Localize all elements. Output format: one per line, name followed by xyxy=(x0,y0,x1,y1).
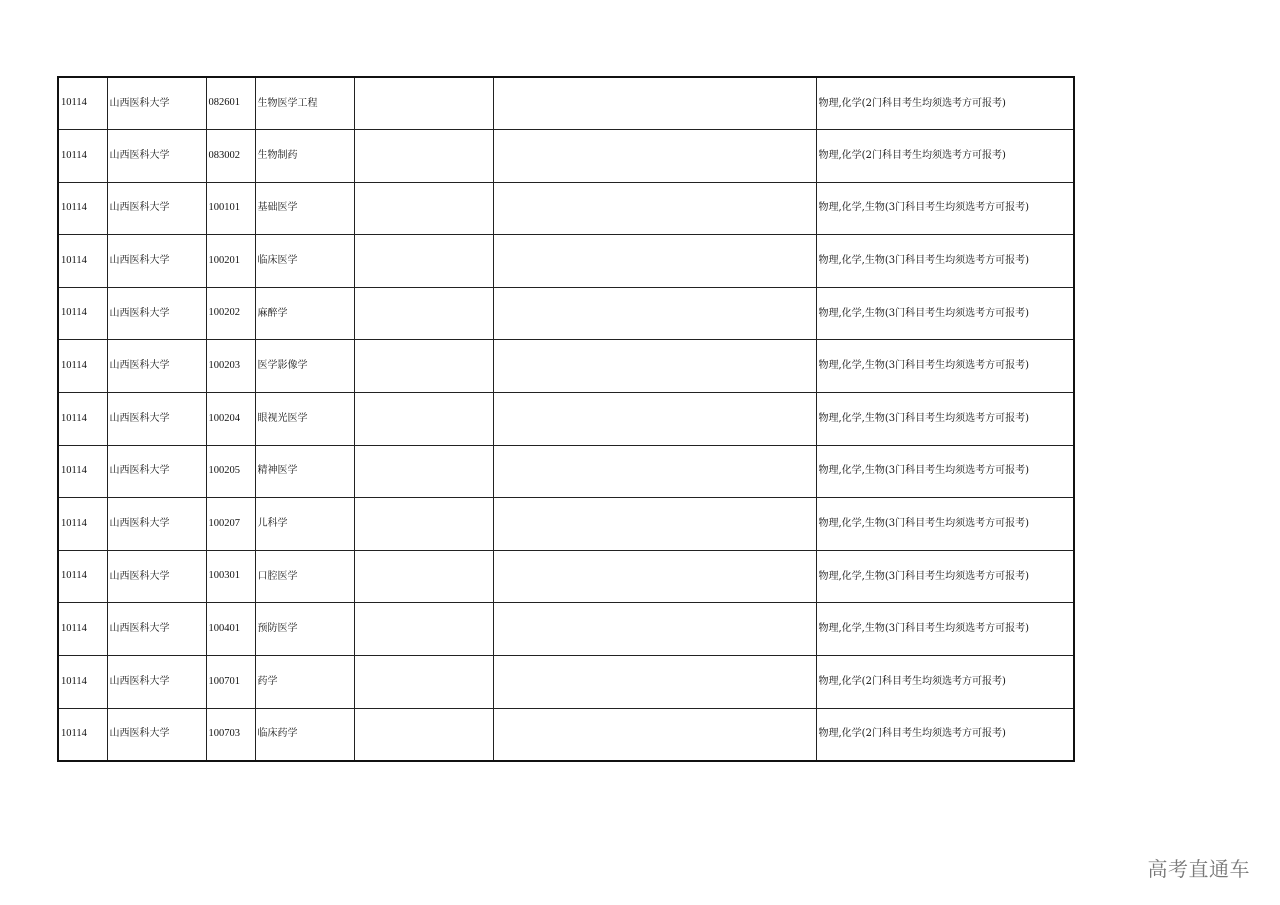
major-code-cell: 082601 xyxy=(206,77,255,130)
school-name-cell: 山西医科大学 xyxy=(107,445,206,498)
table-row xyxy=(58,182,1074,235)
empty-cell-5 xyxy=(354,182,493,235)
major-code-cell: 100401 xyxy=(206,603,255,656)
school-name-cell: 山西医科大学 xyxy=(107,340,206,393)
empty-cell-5 xyxy=(354,550,493,603)
major-code-cell: 100701 xyxy=(206,656,255,709)
school-code-cell: 10114 xyxy=(58,656,107,709)
school-code-cell: 10114 xyxy=(58,77,107,130)
empty-cell-5 xyxy=(354,445,493,498)
subject-requirement-cell: 物理,化学(2门科目考生均须选考方可报考) xyxy=(816,708,1074,761)
major-code-cell: 100101 xyxy=(206,182,255,235)
major-name-cell: 口腔医学 xyxy=(255,550,354,603)
empty-cell-6 xyxy=(493,130,816,183)
major-code-cell: 100207 xyxy=(206,498,255,551)
subject-requirement-cell: 物理,化学,生物(3门科目考生均须选考方可报考) xyxy=(816,235,1074,288)
empty-cell-5 xyxy=(354,498,493,551)
school-name-cell: 山西医科大学 xyxy=(107,656,206,709)
subject-requirement-cell: 物理,化学,生物(3门科目考生均须选考方可报考) xyxy=(816,182,1074,235)
major-code-cell: 083002 xyxy=(206,130,255,183)
empty-cell-5 xyxy=(354,130,493,183)
table-row xyxy=(58,708,1074,761)
table-row xyxy=(58,393,1074,446)
table-row xyxy=(58,445,1074,498)
empty-cell-6 xyxy=(493,393,816,446)
empty-cell-5 xyxy=(354,393,493,446)
table-row xyxy=(58,340,1074,393)
school-code-cell: 10114 xyxy=(58,445,107,498)
empty-cell-6 xyxy=(493,708,816,761)
major-name-cell: 基础医学 xyxy=(255,182,354,235)
empty-cell-6 xyxy=(493,182,816,235)
subject-requirement-cell: 物理,化学,生物(3门科目考生均须选考方可报考) xyxy=(816,287,1074,340)
major-name-cell: 生物医学工程 xyxy=(255,77,354,130)
school-code-cell: 10114 xyxy=(58,498,107,551)
major-name-cell: 儿科学 xyxy=(255,498,354,551)
major-name-cell: 药学 xyxy=(255,656,354,709)
empty-cell-5 xyxy=(354,656,493,709)
major-name-cell: 预防医学 xyxy=(255,603,354,656)
empty-cell-6 xyxy=(493,656,816,709)
empty-cell-6 xyxy=(493,235,816,288)
empty-cell-5 xyxy=(354,235,493,288)
table-body xyxy=(58,77,1074,761)
school-name-cell: 山西医科大学 xyxy=(107,182,206,235)
school-code-cell: 10114 xyxy=(58,393,107,446)
major-name-cell: 医学影像学 xyxy=(255,340,354,393)
empty-cell-6 xyxy=(493,603,816,656)
school-name-cell: 山西医科大学 xyxy=(107,708,206,761)
school-code-cell: 10114 xyxy=(58,340,107,393)
school-code-cell: 10114 xyxy=(58,182,107,235)
watermark-text: 高考直通车 xyxy=(1147,857,1250,881)
school-code-cell: 10114 xyxy=(58,287,107,340)
subject-requirement-cell: 物理,化学,生物(3门科目考生均须选考方可报考) xyxy=(816,393,1074,446)
table-row xyxy=(58,498,1074,551)
school-name-cell: 山西医科大学 xyxy=(107,498,206,551)
subject-requirement-cell: 物理,化学(2门科目考生均须选考方可报考) xyxy=(816,656,1074,709)
table-row xyxy=(58,656,1074,709)
major-code-cell: 100204 xyxy=(206,393,255,446)
empty-cell-5 xyxy=(354,340,493,393)
subject-requirement-cell: 物理,化学(2门科目考生均须选考方可报考) xyxy=(816,130,1074,183)
empty-cell-6 xyxy=(493,550,816,603)
school-name-cell: 山西医科大学 xyxy=(107,393,206,446)
table-row xyxy=(58,603,1074,656)
major-code-cell: 100205 xyxy=(206,445,255,498)
major-name-cell: 临床医学 xyxy=(255,235,354,288)
subject-requirement-cell: 物理,化学(2门科目考生均须选考方可报考) xyxy=(816,77,1074,130)
school-code-cell: 10114 xyxy=(58,550,107,603)
major-name-cell: 临床药学 xyxy=(255,708,354,761)
school-code-cell: 10114 xyxy=(58,708,107,761)
subject-requirement-cell: 物理,化学,生物(3门科目考生均须选考方可报考) xyxy=(816,340,1074,393)
subject-requirement-cell: 物理,化学,生物(3门科目考生均须选考方可报考) xyxy=(816,445,1074,498)
empty-cell-5 xyxy=(354,708,493,761)
school-code-cell: 10114 xyxy=(58,235,107,288)
table-row xyxy=(58,77,1074,130)
major-code-cell: 100202 xyxy=(206,287,255,340)
school-code-cell: 10114 xyxy=(58,603,107,656)
school-name-cell: 山西医科大学 xyxy=(107,77,206,130)
school-name-cell: 山西医科大学 xyxy=(107,130,206,183)
major-name-cell: 麻醉学 xyxy=(255,287,354,340)
major-name-cell: 生物制药 xyxy=(255,130,354,183)
major-name-cell: 精神医学 xyxy=(255,445,354,498)
school-name-cell: 山西医科大学 xyxy=(107,603,206,656)
empty-cell-6 xyxy=(493,498,816,551)
major-code-cell: 100301 xyxy=(206,550,255,603)
admission-requirements-table xyxy=(57,76,1075,762)
empty-cell-5 xyxy=(354,603,493,656)
empty-cell-6 xyxy=(493,445,816,498)
school-name-cell: 山西医科大学 xyxy=(107,235,206,288)
school-code-cell: 10114 xyxy=(58,130,107,183)
major-code-cell: 100201 xyxy=(206,235,255,288)
subject-requirement-cell: 物理,化学,生物(3门科目考生均须选考方可报考) xyxy=(816,550,1074,603)
empty-cell-6 xyxy=(493,287,816,340)
school-name-cell: 山西医科大学 xyxy=(107,550,206,603)
table-row xyxy=(58,550,1074,603)
empty-cell-6 xyxy=(493,77,816,130)
empty-cell-5 xyxy=(354,287,493,340)
table-row xyxy=(58,287,1074,340)
major-code-cell: 100203 xyxy=(206,340,255,393)
subject-requirement-cell: 物理,化学,生物(3门科目考生均须选考方可报考) xyxy=(816,498,1074,551)
table-row xyxy=(58,130,1074,183)
table-row xyxy=(58,235,1074,288)
major-code-cell: 100703 xyxy=(206,708,255,761)
school-name-cell: 山西医科大学 xyxy=(107,287,206,340)
empty-cell-6 xyxy=(493,340,816,393)
subject-requirement-cell: 物理,化学,生物(3门科目考生均须选考方可报考) xyxy=(816,603,1074,656)
empty-cell-5 xyxy=(354,77,493,130)
major-name-cell: 眼视光医学 xyxy=(255,393,354,446)
